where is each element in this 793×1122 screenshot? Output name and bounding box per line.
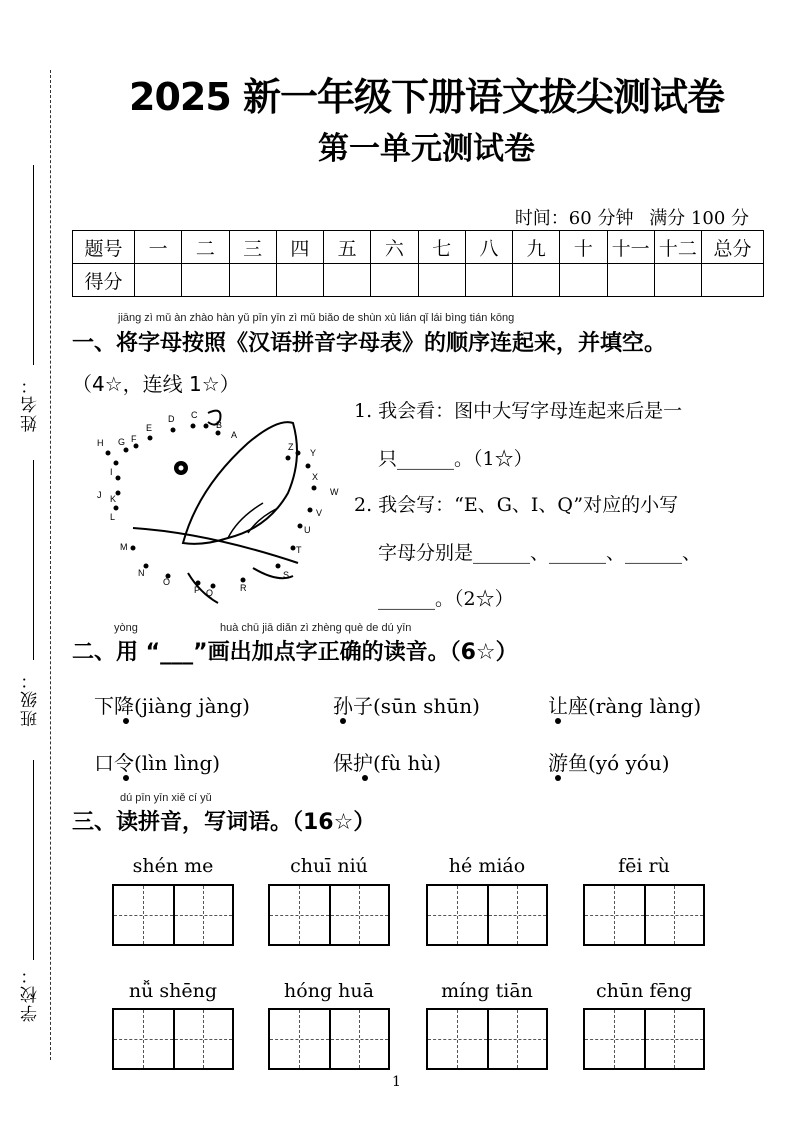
svg-text:Y: Y [310, 448, 317, 458]
grid-cell[interactable] [585, 1010, 644, 1068]
q1-sub1-line1: 1. 我会看：图中大写字母连起来后是一 [354, 400, 683, 422]
grid-cell[interactable] [329, 1010, 388, 1068]
svg-text:I: I [110, 467, 113, 477]
svg-text:P: P [194, 585, 201, 595]
q3-word-pinyin: hé miáo [448, 855, 526, 877]
q2-item-word: 让座 [548, 694, 588, 718]
writing-grid[interactable] [583, 1008, 705, 1070]
score-cell[interactable] [418, 264, 465, 297]
grid-cell[interactable] [270, 1010, 329, 1068]
svg-text:O: O [163, 577, 171, 587]
svg-text:E: E [146, 423, 153, 433]
q2-item[interactable] [548, 747, 670, 776]
time-label: 时间：60 分钟 [514, 208, 634, 229]
grid-cell[interactable] [487, 886, 546, 944]
branch-line [133, 528, 298, 563]
writing-grid[interactable] [112, 884, 234, 946]
q1-sub2-line1: 2. 我会写：“E、G、I、Q”对应的小写 [354, 494, 679, 516]
q2-item[interactable] [333, 690, 480, 719]
score-header-cell: 十二 [654, 231, 701, 264]
writing-grid[interactable] [112, 1008, 234, 1070]
school-line [33, 760, 34, 960]
score-cell[interactable] [465, 264, 512, 297]
svg-text:V: V [316, 508, 323, 518]
emphasis-dot [555, 775, 561, 781]
grid-cell[interactable] [114, 1010, 173, 1068]
q3-word-pinyin: chūn fēng [595, 980, 693, 1002]
svg-text:K: K [110, 494, 117, 504]
grid-cell[interactable] [428, 1010, 487, 1068]
score-cell[interactable] [654, 264, 701, 297]
q2-item-word: 口令 [94, 751, 134, 775]
q1-sub2-line3: ______。（2☆） [378, 588, 514, 610]
svg-text:J: J [97, 490, 102, 500]
q1-heading: 一、将字母按照《汉语拼音字母表》的顺序连起来，并填空。 [72, 331, 667, 356]
writing-grid[interactable] [268, 1008, 390, 1070]
svg-text:C: C [191, 410, 198, 420]
score-cell[interactable] [182, 264, 229, 297]
score-cell[interactable] [276, 264, 323, 297]
q2-item[interactable] [94, 747, 220, 776]
score-header-cell: 六 [371, 231, 418, 264]
q3-word-pinyin: fēi rù [618, 855, 670, 877]
emphasis-dot [362, 775, 368, 781]
grid-cell[interactable] [270, 886, 329, 944]
name-label: 姓名： [21, 375, 41, 432]
grid-cell[interactable] [644, 886, 703, 944]
q3-word-pinyin: shén me [132, 855, 214, 877]
q2-heading: 二、用 “___”画出加点字正确的读音。（6☆） [72, 640, 518, 665]
grid-cell[interactable] [173, 1010, 232, 1068]
score-cell[interactable] [135, 264, 182, 297]
q2-item-word: 下降 [94, 694, 134, 718]
svg-text:F: F [131, 434, 137, 444]
class-label: 班级： [21, 670, 41, 727]
school-label: 学校： [21, 965, 41, 1022]
svg-text:U: U [304, 525, 311, 535]
score-cell[interactable] [513, 264, 560, 297]
bird-eye-highlight [179, 466, 184, 471]
score-cell[interactable] [229, 264, 276, 297]
writing-grid[interactable] [583, 884, 705, 946]
score-cell[interactable] [560, 264, 607, 297]
score-header-cell: 九 [513, 231, 560, 264]
svg-text:S: S [283, 570, 290, 580]
score-header-cell: 八 [465, 231, 512, 264]
class-line [33, 460, 34, 660]
q2-item-options: (ràng làng) [588, 694, 702, 718]
grid-cell[interactable] [329, 886, 388, 944]
score-header-cell: 十 [560, 231, 607, 264]
svg-text:R: R [240, 583, 247, 593]
writing-grid[interactable] [426, 884, 548, 946]
binding-dashed-line [50, 70, 51, 1060]
grid-cell[interactable] [428, 886, 487, 944]
svg-text:W: W [330, 487, 339, 497]
grid-cell[interactable] [585, 886, 644, 944]
emphasis-dot [123, 718, 129, 724]
writing-grid[interactable] [268, 884, 390, 946]
score-header-cell: 十一 [607, 231, 654, 264]
score-table-header-row [73, 231, 764, 264]
q2-item-options: (yó yóu) [588, 751, 670, 775]
score-header-cell: 二 [182, 231, 229, 264]
svg-text:G: G [118, 437, 126, 447]
q2-item-options: (lìn lìng) [134, 751, 221, 775]
score-header-cell: 题号 [73, 231, 135, 264]
grid-cell[interactable] [644, 1010, 703, 1068]
svg-text:N: N [138, 568, 145, 578]
q2-pinyin-yong: yòng [114, 622, 138, 634]
q2-item-options: (sūn shūn) [373, 694, 480, 718]
score-cell[interactable] [702, 264, 764, 297]
q1-note: （4☆，连线 1☆） [72, 372, 240, 396]
name-line [33, 165, 34, 365]
emphasis-dot [123, 775, 129, 781]
q2-item[interactable] [94, 690, 250, 719]
score-header-cell: 一 [135, 231, 182, 264]
q1-sub2-line2: 字母分别是______、______、______、 [378, 542, 702, 564]
svg-text:B: B [216, 420, 223, 430]
score-header-cell: 七 [418, 231, 465, 264]
score-header-cell: 总分 [702, 231, 764, 264]
q3-word-pinyin: míng tiān [441, 980, 533, 1002]
grid-cell[interactable] [173, 886, 232, 944]
svg-text:L: L [110, 512, 116, 522]
q2-item-options: (fù hù) [373, 751, 442, 775]
svg-text:H: H [97, 438, 104, 448]
q2-pinyin: huà chū jiā diǎn zì zhèng què de dú yīn [220, 622, 412, 634]
q3-word-pinyin: hóng huā [284, 980, 374, 1002]
dot-to-dot-bird-picture [88, 398, 358, 613]
emphasis-dot [340, 718, 346, 724]
q2-item-word: 游鱼 [548, 751, 588, 775]
q2-item-word: 保护 [333, 751, 373, 775]
svg-text:Q: Q [206, 588, 214, 598]
writing-grid[interactable] [426, 1008, 548, 1070]
svg-text:X: X [312, 472, 319, 482]
svg-text:A: A [231, 430, 238, 440]
emphasis-dot [555, 718, 561, 724]
svg-text:T: T [296, 545, 302, 555]
binding-strip [0, 0, 60, 1122]
score-table-score-row [73, 264, 764, 297]
full-score-label: 满分 100 分 [649, 208, 749, 229]
page-subtitle: 第一单元测试卷 [318, 131, 535, 167]
score-table [72, 230, 764, 297]
q2-item-options: (jiàng jàng) [134, 694, 250, 718]
page-number: 1 [392, 1074, 401, 1090]
svg-text:M: M [120, 542, 128, 552]
grid-cell[interactable] [114, 886, 173, 944]
score-header-cell: 五 [324, 231, 371, 264]
score-cell[interactable] [324, 264, 371, 297]
grid-cell[interactable] [487, 1010, 546, 1068]
page-title: 2025 新一年级下册语文拔尖测试卷 [129, 75, 724, 119]
connect-dots [106, 424, 317, 589]
score-cell[interactable] [371, 264, 418, 297]
q1-pinyin: jiāng zì mǔ àn zhào hàn yǔ pīn yīn zì mǔ biǎo de shùn xù lián qǐ lái bìng tián kōng [118, 312, 515, 324]
svg-text:D: D [168, 414, 175, 424]
q2-item[interactable] [333, 747, 441, 776]
svg-text:Z: Z [288, 442, 294, 452]
score-row-label: 得分 [73, 264, 135, 297]
q3-heading: 三、读拼音，写词语。（16☆） [72, 810, 376, 835]
q2-item-word: 孙子 [333, 694, 373, 718]
q3-pinyin: dú pīn yīn xiě cí yǔ [120, 792, 212, 804]
q1-sub1-line2: 只______。（1☆） [378, 448, 533, 470]
q3-word-pinyin: nǚ shēng [128, 980, 218, 1002]
bird-wing-shape [183, 422, 297, 544]
score-cell[interactable] [607, 264, 654, 297]
q2-item[interactable] [548, 690, 701, 719]
dot-letter-labels [97, 410, 339, 598]
score-header-cell: 三 [229, 231, 276, 264]
time-and-score [505, 204, 749, 230]
q3-word-pinyin: chuī niú [290, 855, 368, 877]
score-header-cell: 四 [276, 231, 323, 264]
